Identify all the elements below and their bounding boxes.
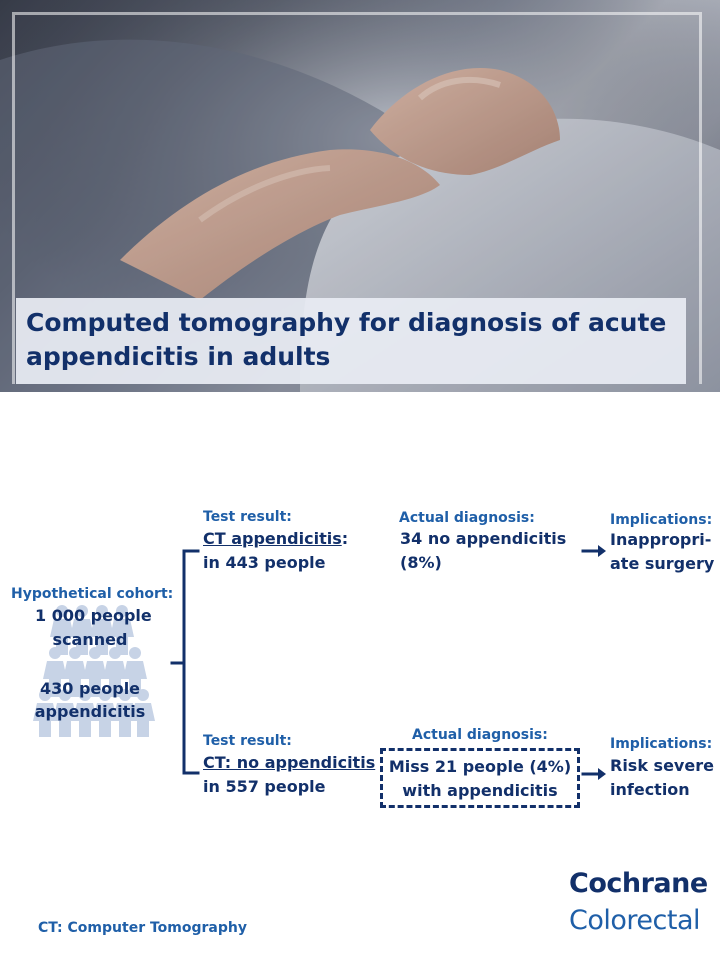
footnote: CT: Computer Tomography xyxy=(38,920,247,936)
brand-cochrane: Cochrane xyxy=(569,868,708,899)
positive-implications-line-2: ate surgery xyxy=(610,554,715,573)
negative-test-line-2: in 557 people xyxy=(203,777,326,796)
negative-diagnosis-label: Actual diagnosis: xyxy=(412,727,548,743)
negative-implications-label: Implications: xyxy=(610,736,713,752)
negative-diagnosis-line-2: with appendicitis xyxy=(402,781,558,800)
positive-diagnosis-line-2: (8%) xyxy=(400,553,442,572)
positive-test-colon: : xyxy=(341,529,349,548)
branch-bracket xyxy=(184,551,198,773)
arrow-positive-head xyxy=(598,545,606,557)
positive-test-line-2: in 443 people xyxy=(203,553,326,572)
brand-colorectal: Colorectal xyxy=(569,905,700,936)
cohort-line-1: 1 000 people xyxy=(35,606,152,625)
arrow-negative-head xyxy=(598,768,606,780)
negative-diagnosis-line-1: Miss 21 people (4%) xyxy=(388,757,572,776)
cohort-line-4: appendicitis xyxy=(34,702,146,721)
positive-test-label: Test result: xyxy=(203,509,292,525)
cohort-line-3: 430 people xyxy=(39,679,141,698)
page-title-line-2: appendicitis in adults xyxy=(26,342,331,371)
page-title-line-1: Computed tomography for diagnosis of acute xyxy=(26,308,667,337)
positive-test-line-1: CT appendicitis xyxy=(203,529,342,548)
negative-test-label: Test result: xyxy=(203,733,292,749)
cohort-label: Hypothetical cohort: xyxy=(11,586,174,602)
negative-implications-line-1: Risk severe xyxy=(610,756,714,775)
cohort-line-2: scanned xyxy=(52,630,128,649)
positive-diagnosis-line-1: 34 no appendicitis xyxy=(400,529,567,548)
positive-test-result xyxy=(203,527,348,551)
negative-implications-line-2: infection xyxy=(610,780,690,799)
positive-diagnosis-label: Actual diagnosis: xyxy=(399,510,535,526)
negative-test-line-1: CT: no appendicitis xyxy=(203,753,376,772)
positive-implications-line-1: Inappropri- xyxy=(610,530,712,549)
positive-implications-label: Implications: xyxy=(610,512,713,528)
